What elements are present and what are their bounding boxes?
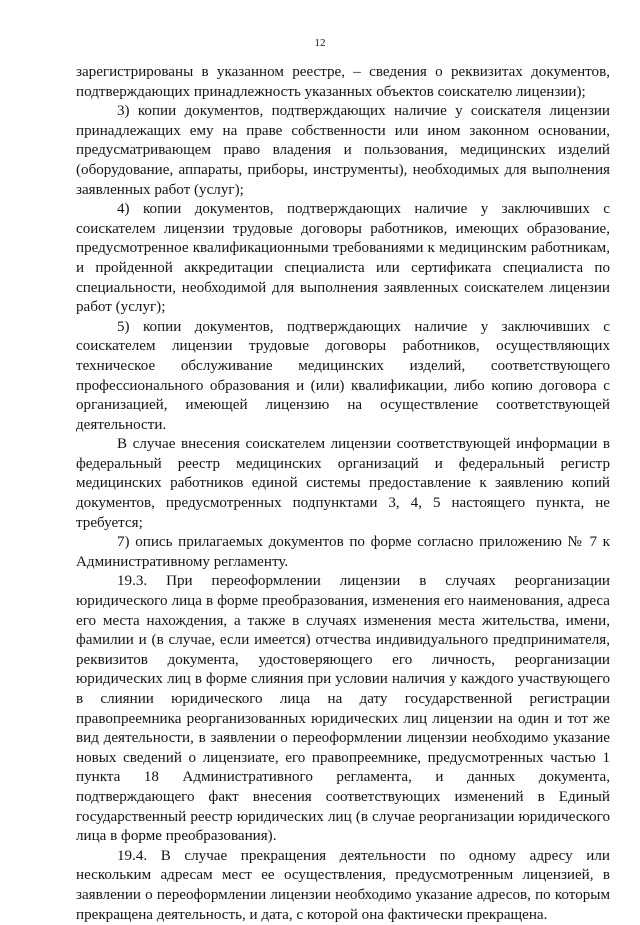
paragraph-section-19-3: 19.3. При переоформлении лицензии в случаях реорганизации юридического лица в форме преобразования, изменения его наименования, адреса его места нахождения, а также в случаях изменения места жительства, имени, фамилии и (в случае, если имеется) отчества индивидуального предпринимателя, реквизитов документа, удостоверяющего его личность, реорганизации юридических лиц в форме слияния при условии наличия у каждого участвующего в слиянии юридического лица на дату государственной регистрации правопреемника реорганизованных юридических лиц лицензии на один и тот же вид деятельности, в заявлении о переоформлении лицензии необходимо указание новых сведений о лицензиате, его правопреемнике, предусмотренных частью 1 пункта 18 Административного регламента, и данных документа, подтверждающего факт внесения соответствующих изменений в Единый государственный реестр юридических лиц (в случае реорганизации юридического лица в форме преобразования). — [76, 573, 610, 845]
paragraph-continuation: зарегистрированы в указанном реестре, – сведения о реквизитах документов, подтверждающих принадлежность указанных объектов соискателю лицензии); — [76, 64, 610, 100]
paragraph-item-3: 3) копии документов, подтверждающих наличие у соискателя лицензии принадлежащих ему на праве собственности или ином законном основании, предусматривающем право владения и пользования, медицинских изделий (оборудование, аппараты, приборы, инструменты), необходимых для выполнения заявленных работ (услуг); — [76, 103, 610, 198]
document-body — [76, 63, 610, 925]
page-number: 12 — [314, 37, 326, 49]
paragraph-item-5: 5) копии документов, подтверждающих наличие у заключивших с соискателем лицензии трудовые договоры работников, осуществляющих техническое обслуживание медицинских изделий, соответствующего профессионального образования и (или) квалификации, либо копию договора с организацией, имеющей лицензию на осуществление соответствующей деятельности. — [76, 318, 610, 433]
paragraph-registry-note: В случае внесения соискателем лицензии соответствующей информации в федеральный реестр медицинских организаций и федеральный регистр медицинских работников единой системы предоставление к заявлению копий документов, предусмотренных подпунктами 3, 4, 5 настоящего пункта, не требуется; — [76, 436, 610, 531]
paragraph-item-4: 4) копии документов, подтверждающих наличие у заключивших с соискателем лицензии трудовые договоры работников, имеющих образование, предусмотренное квалификационными требованиями к медицинским работникам, и пройденной аккредитации специалиста или сертификата специалиста по специальности, необходимой для выполнения заявленных соискателем лицензии работ (услуг); — [76, 201, 610, 316]
paragraph-item-7: 7) опись прилагаемых документов по форме согласно приложению № 7 к Административному регламенту. — [76, 534, 610, 570]
paragraph-section-19-4: 19.4. В случае прекращения деятельности по одному адресу или нескольким адресам мест ее осуществления, предусмотренным лицензией, в заявлении о переоформлении лицензии необходимо указание адресов, по которым прекращена деятельность, и дата, с которой она фактически прекращена. — [76, 847, 610, 923]
